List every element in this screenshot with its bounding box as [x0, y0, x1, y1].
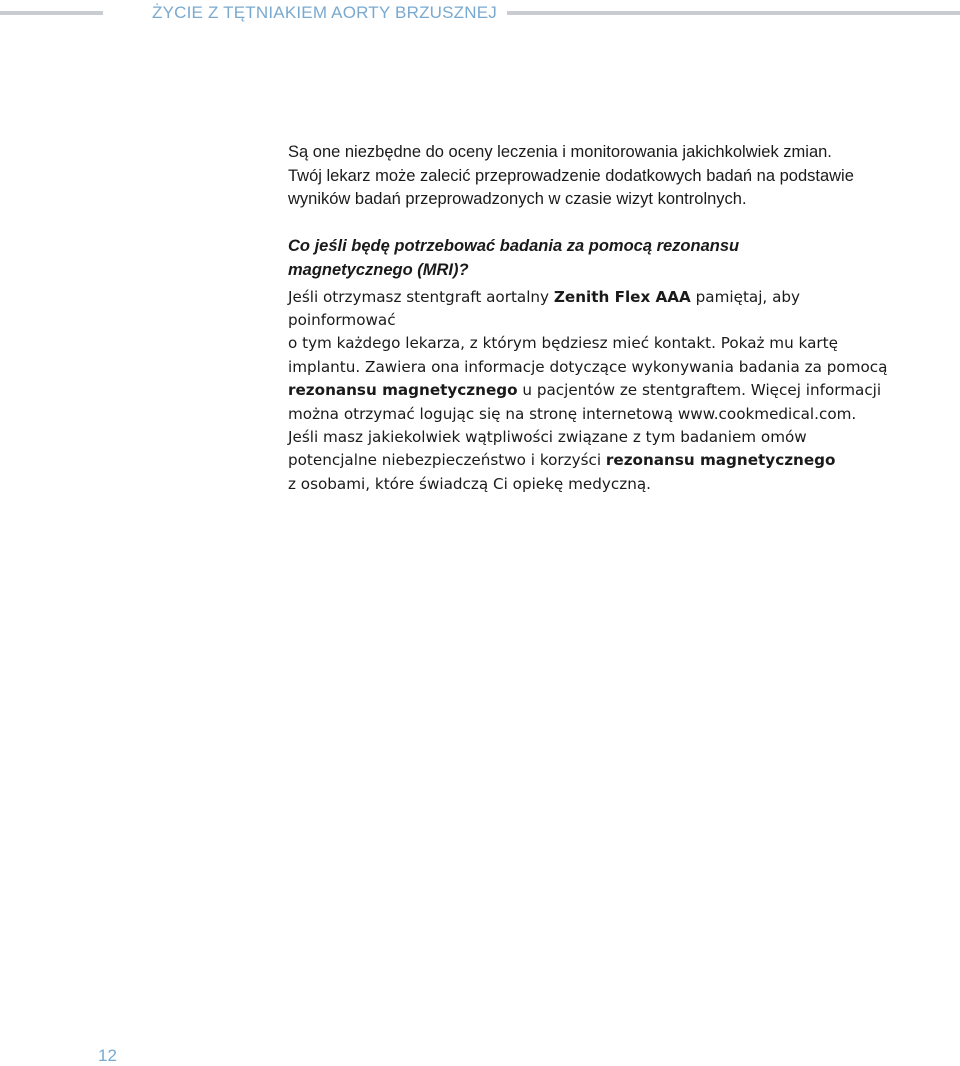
product-name: Zenith Flex AAA — [553, 287, 691, 306]
answer-text: implantu. Zawiera ona informacje dotyczące wykonywania badania za pomocą — [288, 357, 888, 376]
answer-text: Jeśli otrzymasz stentgraft aortalny — [288, 287, 554, 306]
answer-paragraph — [288, 286, 908, 497]
mri-term: rezonansu magnetycznego — [288, 381, 518, 400]
answer-text: potencjalne niebezpieczeństwo i korzyści — [288, 451, 606, 470]
body-column — [288, 141, 908, 496]
answer-text: o tym każdego lekarza, z którym będziesz mieć kontakt. Pokaż mu kartę — [288, 334, 838, 353]
section-question-heading — [288, 235, 908, 282]
intro-line: wyników badań przeprowadzonych w czasie wizyt kontrolnych. — [288, 190, 747, 209]
answer-text: Jeśli masz jakiekolwiek wątpliwości związane z tym badaniem omów — [288, 427, 807, 446]
intro-paragraph — [288, 141, 908, 212]
question-line: magnetycznego (MRI)? — [288, 260, 469, 279]
mri-term: rezonansu magnetycznego — [605, 451, 836, 470]
answer-text: pamiętaj, aby poinformować — [288, 287, 801, 329]
question-line: Co jeśli będę potrzebować badania za pomocą rezonansu — [288, 237, 740, 256]
answer-text: u pacjentów ze stentgraftem. Więcej informacji — [517, 381, 882, 400]
page-number: 12 — [98, 1046, 117, 1065]
answer-text: można otrzymać logując się na stronę internetową www.cookmedical.com. — [288, 404, 857, 423]
running-title: ŻYCIE Z TĘTNIAKIEM AORTY BRZUSZNEJ — [152, 3, 497, 22]
intro-line: Twój lekarz może zalecić przeprowadzenie dodatkowych badań na podstawie — [288, 166, 854, 185]
header-rule-left — [0, 11, 103, 15]
intro-line: Są one niezbędne do oceny leczenia i monitorowania jakichkolwiek zmian. — [288, 143, 832, 161]
header-rule-right — [507, 11, 960, 15]
answer-text: z osobami, które świadczą Ci opiekę medyczną. — [288, 474, 651, 493]
